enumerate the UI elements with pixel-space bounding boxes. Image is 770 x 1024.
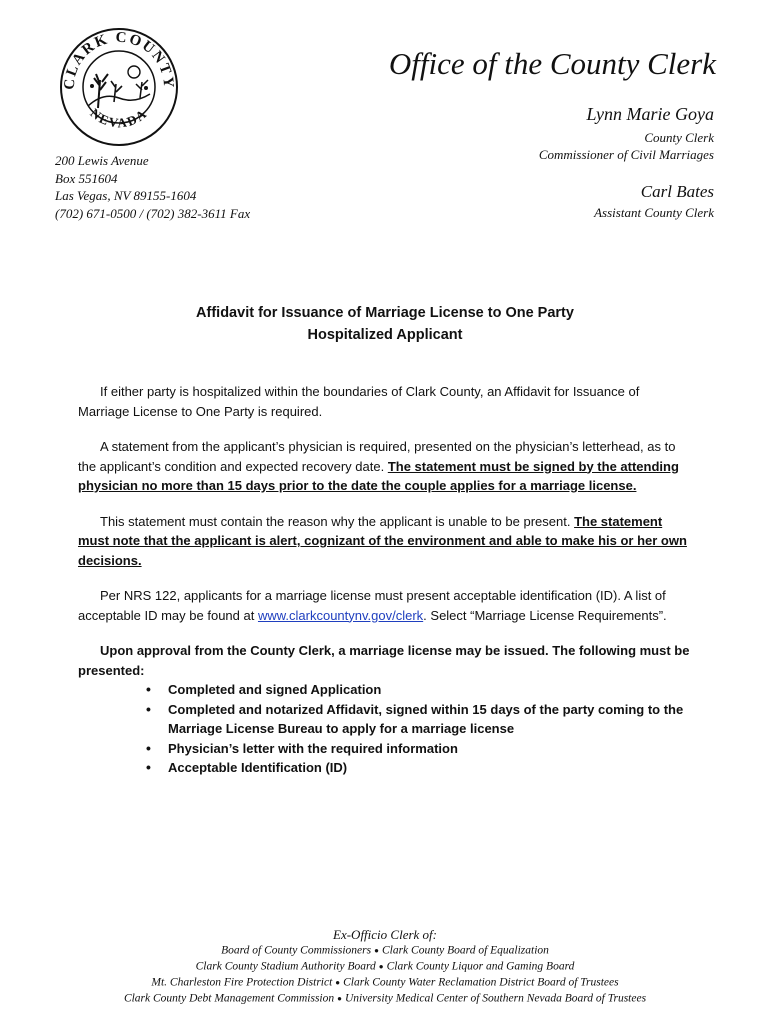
clerk-title: County Clerk bbox=[644, 130, 714, 145]
address-city: Las Vegas, NV 89155-1604 bbox=[55, 188, 197, 203]
paragraph-approval: Upon approval from the County Clerk, a marriage license may be issued. The following must be presented: bbox=[78, 643, 690, 678]
office-title: Office of the County Clerk bbox=[388, 46, 716, 81]
footer-heading: Ex-Officio Clerk of: bbox=[333, 927, 437, 942]
paragraph-identification bbox=[78, 586, 694, 625]
footer-entity: Clark County Liquor and Gaming Board bbox=[386, 960, 575, 973]
document-title bbox=[0, 302, 770, 346]
list-item: • Completed and signed Application bbox=[168, 680, 694, 700]
seal-bottom-text: NEVADA bbox=[87, 105, 151, 131]
footer-line bbox=[0, 943, 770, 959]
bullet-separator: ● bbox=[337, 993, 342, 1003]
svg-text:NEVADA bbox=[87, 105, 150, 130]
clark-county-seal bbox=[58, 26, 180, 148]
address-phone: (702) 671-0500 / (702) 382-3611 Fax bbox=[55, 205, 251, 221]
list-item: • Acceptable Identification (ID) bbox=[168, 758, 694, 778]
identification-text: Per NRS 122, applicants for a marriage license must present acceptable identification (ID). A list of acceptable ID may be found at bbox=[78, 588, 666, 623]
reason-emphasis: The statement must note that the applicant is alert, cognizant of the environment and able to make his or her own decisions. bbox=[78, 513, 687, 568]
footer-entity: Board of County Commissioners bbox=[221, 944, 372, 957]
footer-entity: Clark County Water Reclamation District Board of Trustees bbox=[343, 976, 619, 989]
address-box: Box 551604 bbox=[55, 170, 118, 186]
seal-top-text: CLARK COUNTY bbox=[61, 29, 177, 91]
clerk-name: Lynn Marie Goya bbox=[586, 104, 714, 124]
paragraph-hospitalized: If either party is hospitalized within the boundaries of Clark County, an Affidavit for Issuance of Marriage License to One Party is required. bbox=[78, 384, 640, 419]
clerk-title-block bbox=[539, 129, 714, 163]
document-title-line2: Hospitalized Applicant bbox=[307, 327, 463, 343]
identification-after-link: . Select “Marriage License Requirements”. bbox=[423, 607, 667, 623]
svg-text:CLARK COUNTY bbox=[62, 30, 177, 91]
reason-text: This statement must contain the reason why the applicant is unable to be present. bbox=[100, 513, 575, 529]
clerk-title-secondary: Commissioner of Civil Marriages bbox=[538, 147, 714, 162]
clerk-website-link[interactable]: www.clarkcountynv.gov/clerk bbox=[257, 607, 424, 623]
requirements-list bbox=[78, 680, 694, 778]
bullet-separator: ● bbox=[335, 977, 341, 987]
physician-statement-text: A statement from the applicant’s physician is required, presented on the physician’s letterhead, as to the applicant’s condition and expected recovery date. bbox=[78, 439, 676, 474]
bullet-separator: ● bbox=[378, 961, 384, 971]
document-body bbox=[78, 382, 694, 778]
footer bbox=[0, 926, 770, 1007]
footer-entity: Clark County Stadium Authority Board bbox=[195, 960, 376, 973]
physician-statement-emphasis: The statement must be signed by the attending physician no more than 15 days prior to the date the couple applies for a marriage license. bbox=[78, 458, 679, 493]
footer-line bbox=[0, 991, 770, 1007]
bullet-separator: ● bbox=[374, 946, 379, 955]
mailing-address bbox=[55, 152, 250, 222]
document-title-line1: Affidavit for Issuance of Marriage License to One Party bbox=[196, 305, 574, 321]
list-item: • Physician’s letter with the required information bbox=[168, 739, 694, 759]
list-item: • Completed and notarized Affidavit, signed within 15 days of the party coming to the Marriage License Bureau to apply for a marriage license bbox=[168, 700, 694, 739]
paragraph-physician-statement bbox=[78, 437, 694, 496]
assistant-name: Carl Bates bbox=[640, 182, 714, 201]
footer-entity: Clark County Board of Equalization bbox=[381, 944, 549, 957]
footer-entity: University Medical Center of Southern Nevada Board of Trustees bbox=[344, 992, 647, 1005]
assistant-title: Assistant County Clerk bbox=[594, 205, 714, 220]
paragraph-reason bbox=[78, 512, 694, 571]
footer-entity: Mt. Charleston Fire Protection District bbox=[151, 976, 333, 989]
footer-entity: Clark County Debt Management Commission bbox=[123, 992, 335, 1005]
address-street: 200 Lewis Avenue bbox=[55, 153, 149, 168]
footer-line bbox=[0, 975, 770, 991]
footer-line bbox=[0, 959, 770, 975]
